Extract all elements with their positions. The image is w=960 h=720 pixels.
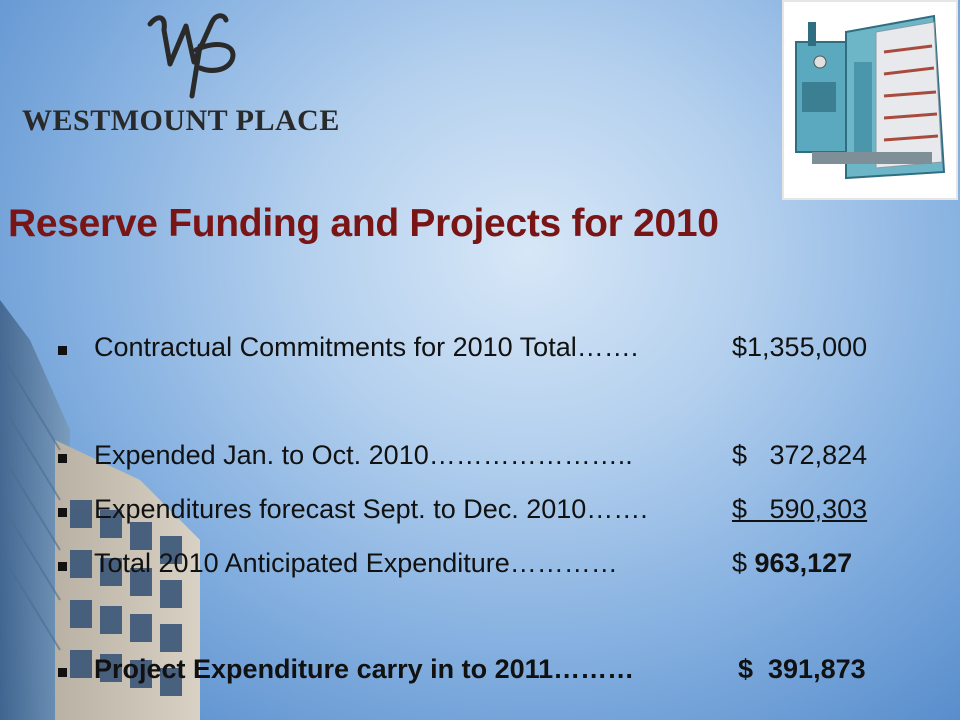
item-label: Project Expenditure carry in to 2011……… [94, 654, 635, 684]
westmount-place-logo [20, 6, 380, 136]
item-amount-group [732, 548, 852, 579]
bullet-icon [58, 454, 67, 463]
bullet-icon [58, 562, 67, 571]
item-amount: $ 372,824 [732, 440, 868, 470]
list-item-forecast [58, 494, 898, 534]
bullet-icon [58, 668, 67, 677]
list-item-total-anticipated [58, 548, 898, 588]
boiler-icon [784, 2, 956, 198]
item-label: Contractual Commitments for 2010 Total……. [94, 332, 639, 362]
list-item-carry-in [58, 654, 898, 694]
item-amount: $1,355,000 [732, 332, 868, 362]
item-amount: $ 391,873 [738, 654, 866, 684]
item-amount-prefix: $ [732, 548, 755, 578]
boiler-image [782, 0, 958, 200]
bullet-icon [58, 508, 67, 517]
logo-name: WESTMOUNT PLACE [22, 104, 340, 137]
item-label: Expenditures forecast Sept. to Dec. 2010……. [94, 494, 648, 524]
item-label: Total 2010 Anticipated Expenditure………… [94, 548, 618, 578]
bullet-icon [58, 346, 67, 355]
slide-title: Reserve Funding and Projects for 2010 [8, 202, 719, 245]
item-label: Expended Jan. to Oct. 2010………………….. [94, 440, 633, 470]
item-amount: 963,127 [754, 548, 853, 578]
list-item-expended [58, 440, 898, 480]
item-amount: $ 590,303 [732, 494, 868, 524]
wp-monogram-icon [140, 6, 260, 101]
list-item-contractual [58, 332, 898, 372]
